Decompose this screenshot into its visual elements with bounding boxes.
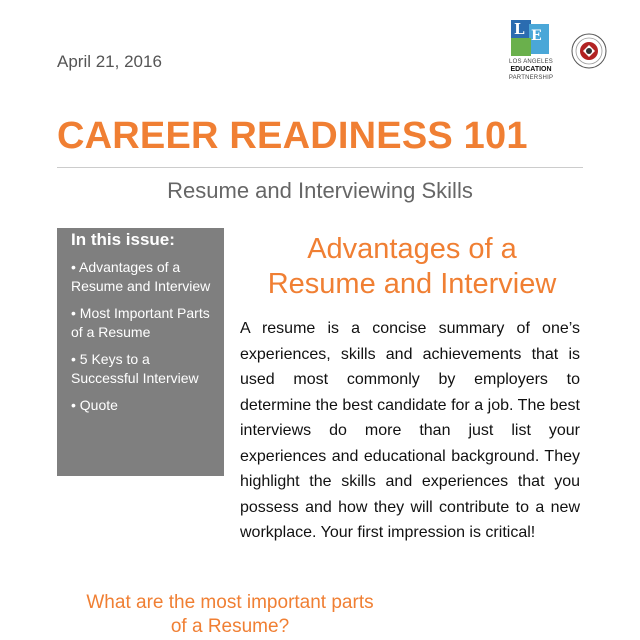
article-heading-line-2: Resume and Interview — [267, 268, 557, 300]
logo-line-1: LOS ANGELES — [509, 59, 553, 65]
section-heading-resume-parts — [40, 591, 420, 639]
school-seal-icon — [571, 33, 607, 69]
issue-item-quote: • Quote — [71, 397, 118, 413]
logo-letter-e: E — [531, 28, 542, 44]
logo-line-3: PARTNERSHIP — [508, 75, 554, 81]
issue-item-interview-keys: • 5 Keys to a Successful Interview — [71, 351, 199, 386]
article-heading-line-1: Advantages of a — [307, 233, 517, 265]
issue-date: April 21, 2016 — [57, 52, 162, 71]
title-divider — [57, 167, 583, 168]
issue-item-resume-parts: • Most Important Parts of a Resume — [71, 305, 210, 340]
issue-contents-list — [57, 258, 224, 415]
section-heading-line-2: of a Resume? — [170, 616, 290, 637]
newsletter-title: CAREER READINESS 101 — [57, 115, 528, 157]
sidebar-heading: In this issue: — [71, 230, 175, 249]
logo-line-2: EDUCATION — [510, 66, 552, 73]
issue-item-advantages: • Advantages of a Resume and Interview — [71, 259, 211, 294]
article-heading — [232, 232, 592, 302]
la-education-partnership-logo — [503, 20, 559, 84]
logo-letter-l: L — [514, 20, 525, 38]
article-body: A resume is a concise summary of one’s experiences, skills and achievements that is used most commonly by employers to determine the best candidate for a job. The best interviews do more than just list your experiences and educational background. They highlight the skills and experiences that you possess and how they will contribute to a new workplace. Your first impression is critical! — [240, 320, 580, 541]
section-heading-line-1: What are the most important parts — [86, 592, 374, 613]
partnership-logo-mark-icon — [511, 20, 549, 56]
newsletter-subtitle: Resume and Interviewing Skills — [167, 178, 473, 203]
in-this-issue-sidebar — [57, 228, 224, 476]
